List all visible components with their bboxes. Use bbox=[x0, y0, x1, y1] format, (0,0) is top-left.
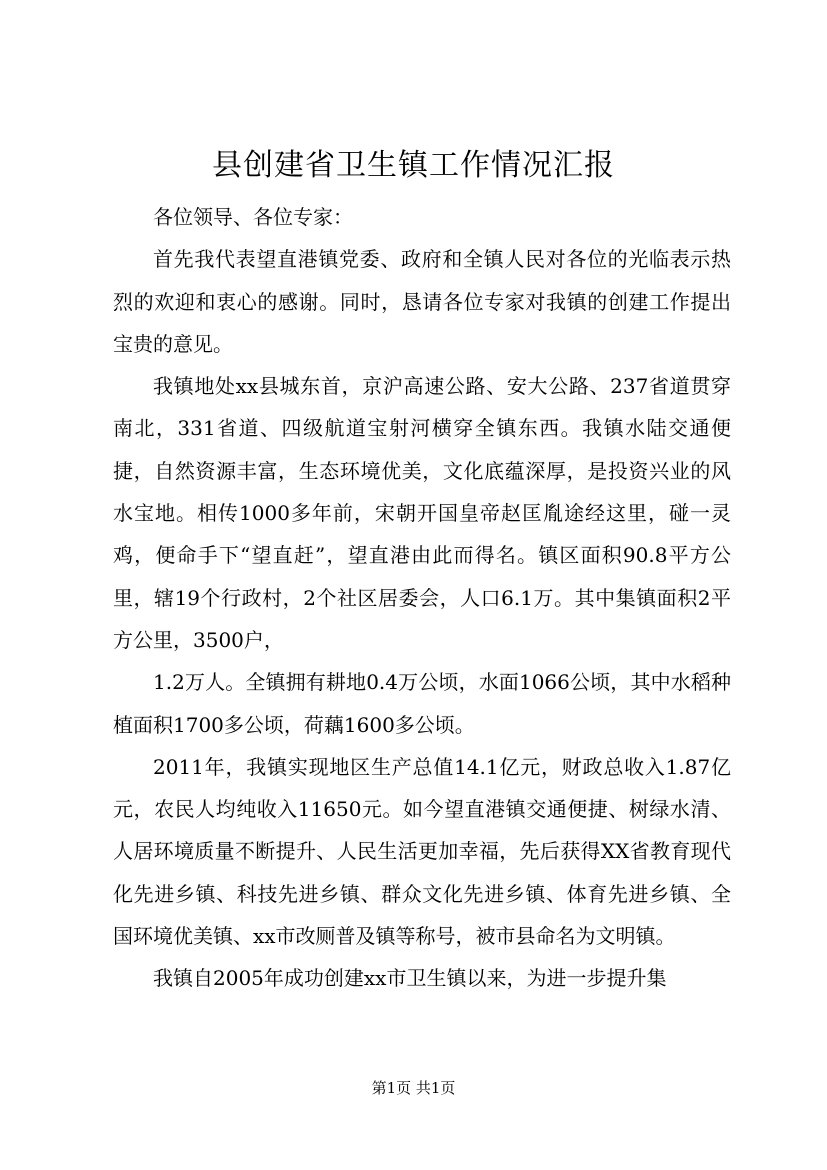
body-paragraph: 2011年，我镇实现地区生产总值14.1亿元，财政总收入1.87亿元，农民人均纯收入11650元。如今望直港镇交通便捷、树绿水清、人居环境质量不断提升、人民生活更加幸福，先后获得XX省教育现代化先进乡镇、科技先进乡镇、群众文化先进乡镇、体育先进乡镇、全国环境优美镇、xx市改厕普及镇等称号，被市县命名为文明镇。 bbox=[113, 754, 731, 949]
document-body bbox=[113, 196, 731, 1000]
salutation-paragraph: 各位领导、各位专家： bbox=[153, 205, 353, 229]
body-paragraph: 首先我代表望直港镇党委、政府和全镇人民对各位的光临表示热烈的欢迎和衷心的感谢。同时，恳请各位专家对我镇的创建工作提出宝贵的意见。 bbox=[113, 247, 731, 356]
body-paragraph: 我镇自2005年成功创建xx市卫生镇以来，为进一步提升集 bbox=[153, 966, 667, 991]
page-footer: 第1页 共1页 bbox=[371, 1079, 456, 1097]
body-paragraph: 我镇地处xx县城东首，京沪高速公路、安大公路、237省道贯穿南北，331省道、四级航道宝射河横穿全镇东西。我镇水陆交通便捷，自然资源丰富，生态环境优美，文化底蕴深厚，是投资兴业的风水宝地。相传1000多年前，宋朝开国皇帝赵匡胤途经这里，碰一灵鸡，便命手下“望直赶”，望直港由此而得名。镇区面积90.8平方公里，辖19个行政村，2个社区居委会，人口6.1万。其中集镇面积2平方公里，3500户， bbox=[113, 374, 731, 652]
document-title: 县创建省卫生镇工作情况汇报 bbox=[212, 148, 615, 183]
body-paragraph: 1.2万人。全镇拥有耕地0.4万公顷，水面1066公顷，其中水稻种植面积1700多公顷，荷藕1600多公顷。 bbox=[113, 670, 731, 737]
